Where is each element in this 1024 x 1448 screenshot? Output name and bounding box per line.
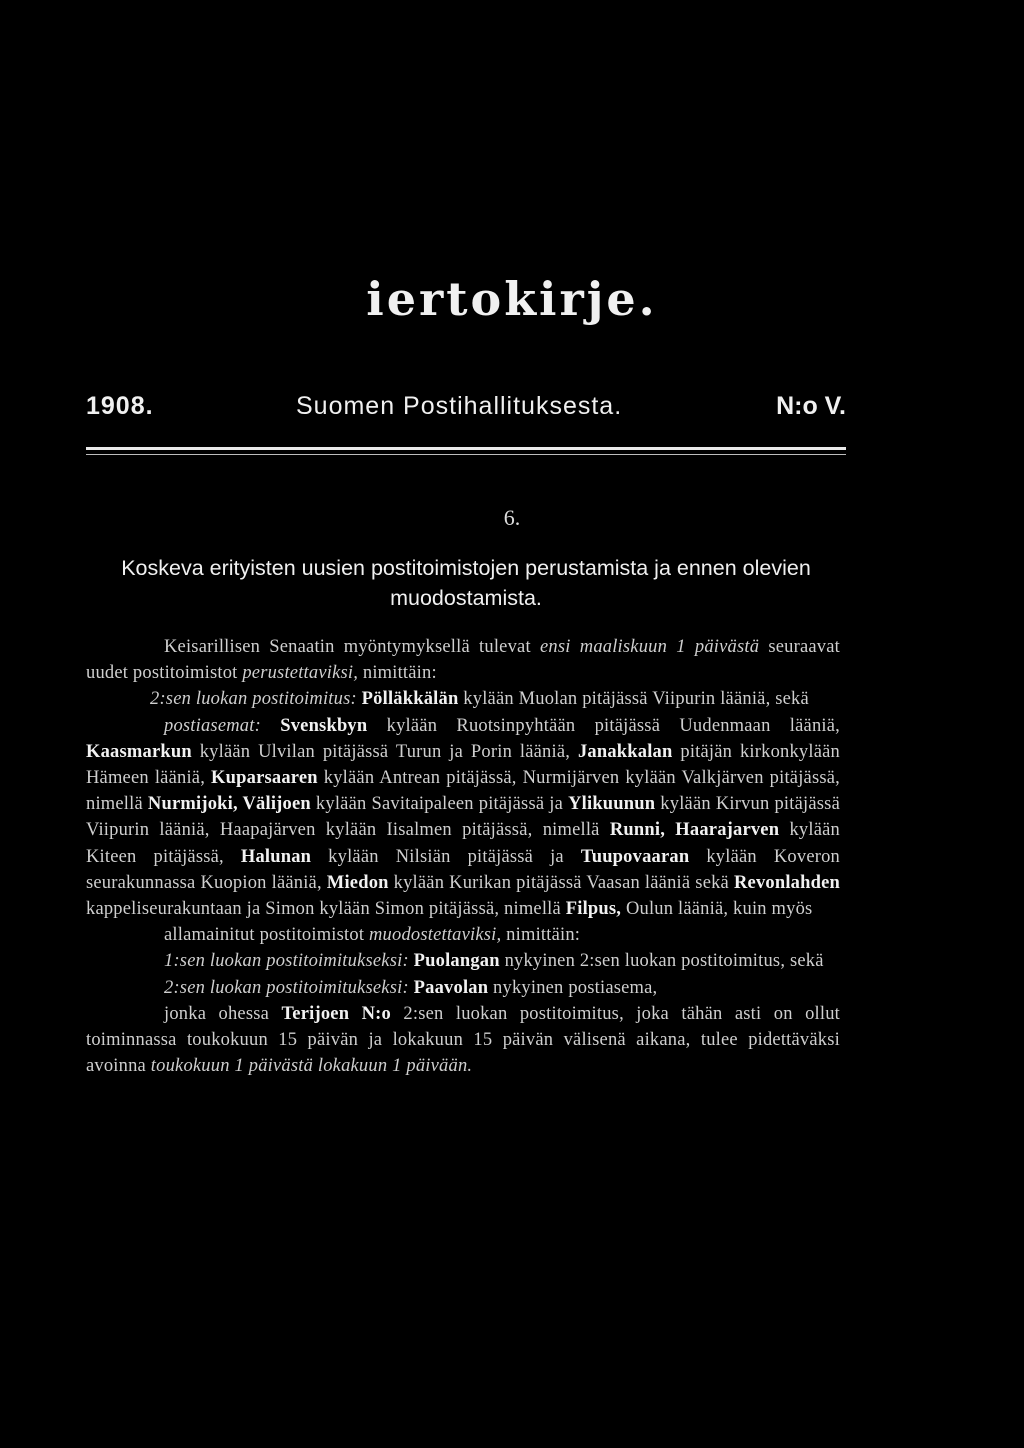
- italic-run: toukokuun 1 päivästä lokakuun 1 päivään.: [150, 1056, 473, 1077]
- paragraph-intro: [86, 634, 840, 686]
- text-run: nimittäin:: [501, 925, 581, 946]
- place-name: Kaasmarkun: [86, 741, 192, 762]
- text-run: pitäjän kirkonkylään Hämeen lääniä,: [86, 741, 840, 789]
- text-run: nykyinen 2:sen luokan postitoimitus, sekä: [499, 951, 824, 972]
- text-run: kylään Ulvilan pitäjässä Turun ja Porin lääniä,: [191, 741, 578, 762]
- text-run: kappeliseurakuntaan ja Simon kylään Simon pitäjässä, nimellä: [86, 899, 566, 920]
- place-name: Janakkalan: [577, 741, 673, 762]
- text-run: nykyinen postiasema,: [488, 977, 658, 998]
- paragraph-terijoki: [86, 1001, 840, 1080]
- place-name: Miedon: [326, 872, 389, 893]
- place-name: Filpus,: [565, 899, 622, 920]
- text-run: kylään Nilsiän pitäjässä ja: [311, 846, 581, 867]
- header-line: [86, 392, 846, 432]
- header-source: Suomen Postihallituksesta.: [296, 392, 623, 420]
- place-name: Nurmijoki, Välijoen: [147, 794, 311, 815]
- text-run: kylään Kurikan pitäjässä Vaasan lääniä sekä: [388, 872, 734, 893]
- text-run: seuraavat uudet postitoimistot: [86, 637, 840, 684]
- place-name: Paavolan: [413, 977, 489, 998]
- text-run: kylään Koveron seurakunnassa Kuopion lääniä,: [86, 846, 841, 893]
- place-name: Puolangan: [413, 951, 500, 972]
- paragraph-muodostettaviksi: [86, 922, 840, 948]
- text-run: kylään Savitaipaleen pitäjässä ja: [310, 794, 569, 815]
- masthead-title: iertokirje.: [366, 272, 658, 326]
- header-number: N:o V.: [776, 392, 846, 420]
- document-title: Koskeva erityisten uusien postitoimistojen perustamista ja ennen olevien muodostamista.: [121, 556, 811, 610]
- text-run: nimittäin:: [358, 663, 437, 684]
- place-name: Kuparsaaren: [211, 768, 318, 789]
- text-run: kylään Kiteen pitäjässä,: [86, 820, 840, 867]
- place-name: Revonlahden: [733, 872, 840, 893]
- italic-run: postiasemat:: [164, 715, 261, 736]
- paragraph-paavola: [86, 975, 840, 1001]
- text-run: 2:sen luokan postitoimitus, joka tähän asti on ollut toiminnassa toukokuun 15 päivän ja lokakuun 15 päivän välisenä aikana, tulee pidettäväksi avoinna: [86, 1003, 841, 1077]
- place-name: Svenskbyn: [280, 715, 368, 736]
- text-run: allamainitut postitoimistot: [164, 925, 369, 946]
- text-run: kylään Antrean pitäjässä, Nurmijärven kylään Valkjärven pitäjässä, nimellä: [86, 768, 840, 815]
- italic-run: 1:sen luokan postitoimitukseksi:: [164, 951, 409, 972]
- header-rule-thin: [86, 454, 846, 455]
- paragraph-puolanka: [86, 948, 840, 974]
- place-name: Tuupovaaran: [580, 846, 690, 867]
- document-body: [86, 634, 840, 1079]
- italic-run: ensi maaliskuun 1 päivästä: [539, 637, 760, 657]
- italic-run: 2:sen luokan postitoimitus:: [150, 689, 357, 710]
- text-run: kylään Ruotsinpyhtään pitäjässä Uudenmaan lääniä,: [367, 715, 840, 736]
- place-number: N:o: [361, 1003, 391, 1024]
- text-run: jonka ohessa: [164, 1003, 282, 1024]
- text-run: Keisarillisen Senaatin myöntymyksellä tulevat: [164, 637, 540, 657]
- italic-run: perustettaviksi,: [242, 663, 359, 684]
- place-name: Ylikuunun: [568, 794, 656, 815]
- header-rule-thick: [86, 447, 846, 450]
- place-name: Pölläkkälän: [361, 689, 459, 710]
- decision-number: 6.: [503, 505, 521, 530]
- text-run: Oulun lääniä, kuin myös: [621, 899, 813, 920]
- text-run: kylään Muolan pitäjässä Viipurin lääniä, sekä: [458, 689, 809, 710]
- place-name: Terijoen: [281, 1003, 350, 1024]
- place-name: Halunan: [240, 846, 312, 867]
- italic-run: muodostettaviksi,: [368, 925, 502, 946]
- italic-run: 2:sen luokan postitoimitukseksi:: [164, 977, 409, 998]
- header-year: 1908.: [86, 392, 154, 420]
- place-name: Runni, Haarajarven: [609, 820, 780, 841]
- text-run: kylään Kirvun pitäjässä Viipurin lääniä, Haapajärven kylään Iisalmen pitäjässä, nimellä: [86, 794, 840, 841]
- paragraph-postiasemat: [86, 713, 840, 923]
- paragraph-postitoimitus: [86, 686, 840, 712]
